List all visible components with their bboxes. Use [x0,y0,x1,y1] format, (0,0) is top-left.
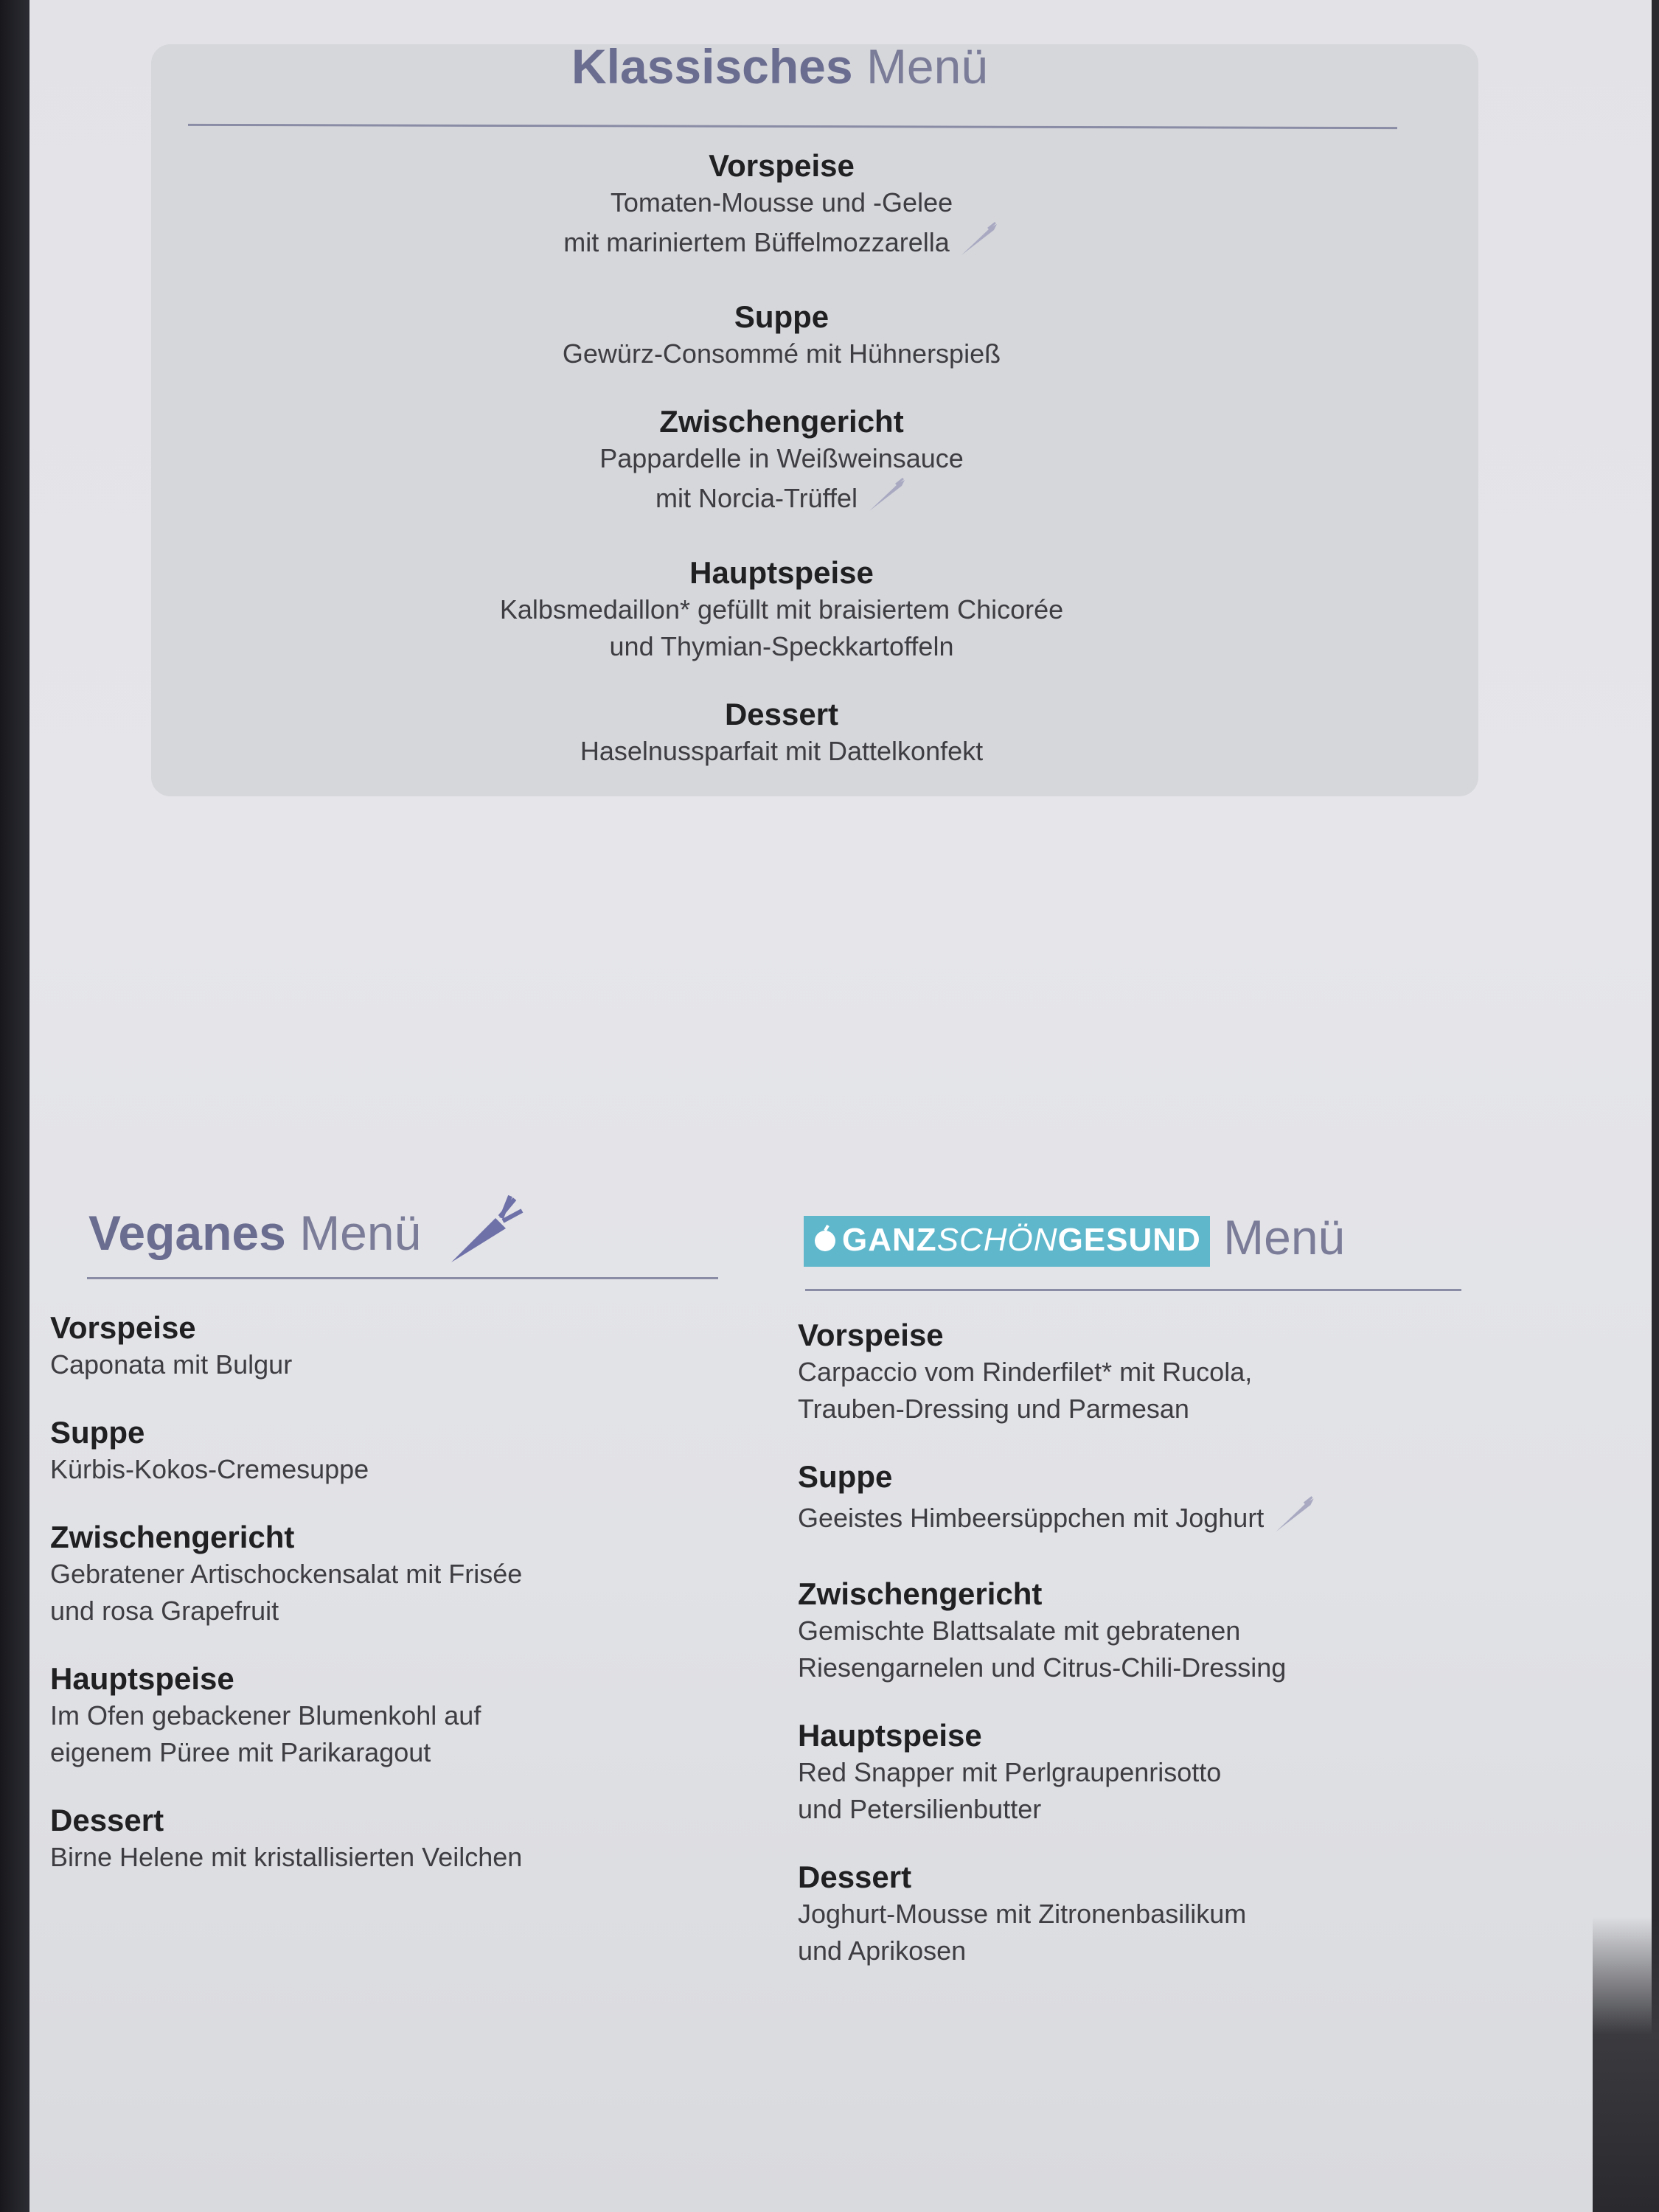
vegan-title-light: Menü [299,1205,422,1260]
dish-line: mit Norcia-Trüffel [655,483,858,514]
classic-course-list [413,147,1150,770]
course-heading: Zwischengericht [659,404,904,439]
badge-part-ganz: GANZ [842,1222,937,1259]
dish-line: Kürbis-Kokos-Cremesuppe [50,1454,369,1484]
dish-line: Gemischte Blattsalate mit gebratenen [798,1615,1241,1646]
course-heading: Zwischengericht [798,1576,1043,1611]
page-shadow [1593,1917,1659,2212]
ganz-title-rule [805,1289,1461,1291]
badge-part-schoen: SCHÖN [936,1222,1058,1259]
dish-line-with-icon [413,477,1150,524]
course-heading: Suppe [50,1415,145,1450]
dish-line: und Thymian-Speckkartoffeln [609,631,954,661]
dish-line: und Petersilienbutter [798,1794,1042,1824]
classic-title-light: Menü [866,39,989,94]
dish-line: Joghurt-Mousse mit Zitronenbasilikum [798,1899,1247,1929]
dish-line-with-icon [798,1495,1535,1545]
dish-line: und Aprikosen [798,1935,967,1966]
course-heading: Vorspeise [798,1318,944,1352]
dish-line: Im Ofen gebackener Blumenkohl auf [50,1700,481,1731]
course-heading: Zwischengericht [50,1520,295,1554]
course-heading: Dessert [50,1803,164,1837]
vegan-title-bold: Veganes [88,1205,286,1260]
course-heading: Vorspeise [50,1310,196,1345]
badge-part-gesund: GESUND [1057,1222,1201,1259]
vegan-title-rule [87,1277,718,1279]
course-heading: Suppe [734,299,830,334]
dish-line: Geeistes Himbeersüppchen mit Joghurt [798,1503,1265,1534]
dish-line-with-icon [413,221,1150,268]
dish-line: Gebratener Artischockensalat mit Frisée [50,1559,523,1589]
ganz-course-list [798,1317,1535,1969]
dish-line: und rosa Grapefruit [50,1596,279,1626]
course-heading: Hauptspeise [689,555,874,590]
dish-line: Trauben-Dressing und Parmesan [798,1394,1189,1424]
course-heading: Hauptspeise [798,1718,982,1753]
course-heading: Dessert [798,1860,912,1894]
dish-line: mit mariniertem Büffelmozzarella [563,227,950,258]
vegetarian-leaf-icon [1273,1495,1317,1545]
dish-line: Caponata mit Bulgur [50,1349,293,1380]
dish-line: Birne Helene mit kristallisierten Veilchen [50,1842,523,1872]
dish-line: Kalbsmedaillon* gefüllt mit braisiertem Chicorée [499,594,1064,625]
classic-menu-title [571,38,988,94]
carrot-icon [444,1194,525,1279]
ganz-menu-title [804,1209,1345,1267]
ganz-title-light: Menü [1223,1210,1346,1265]
dish-line: Tomaten-Mousse und -Gelee [610,187,953,218]
course-heading: Suppe [798,1459,893,1494]
dish-line: Haselnussparfait mit Dattelkonfekt [580,736,984,766]
dish-line: Carpaccio vom Rinderfilet* mit Rucola, [798,1357,1253,1387]
vegan-course-list [50,1310,699,1876]
ganz-schoen-gesund-badge [804,1216,1210,1266]
classic-title-bold: Klassisches [571,39,853,94]
dish-line: Riesengarnelen und Citrus-Chili-Dressing [798,1652,1287,1683]
vegetarian-leaf-icon [866,477,908,524]
dish-line: Gewürz-Consommé mit Hühnerspieß [562,338,1001,369]
dish-line: eigenem Püree mit Parikaragout [50,1737,431,1767]
dish-line: Pappardelle in Weißweinsauce [599,443,964,473]
dish-line: Red Snapper mit Perlgraupenrisotto [798,1757,1222,1787]
course-heading: Vorspeise [709,148,855,183]
course-heading: Hauptspeise [50,1661,234,1696]
course-heading: Dessert [724,697,839,731]
apple-icon [813,1222,838,1262]
vegetarian-leaf-icon [959,221,1000,268]
vegan-menu-title [88,1194,525,1279]
